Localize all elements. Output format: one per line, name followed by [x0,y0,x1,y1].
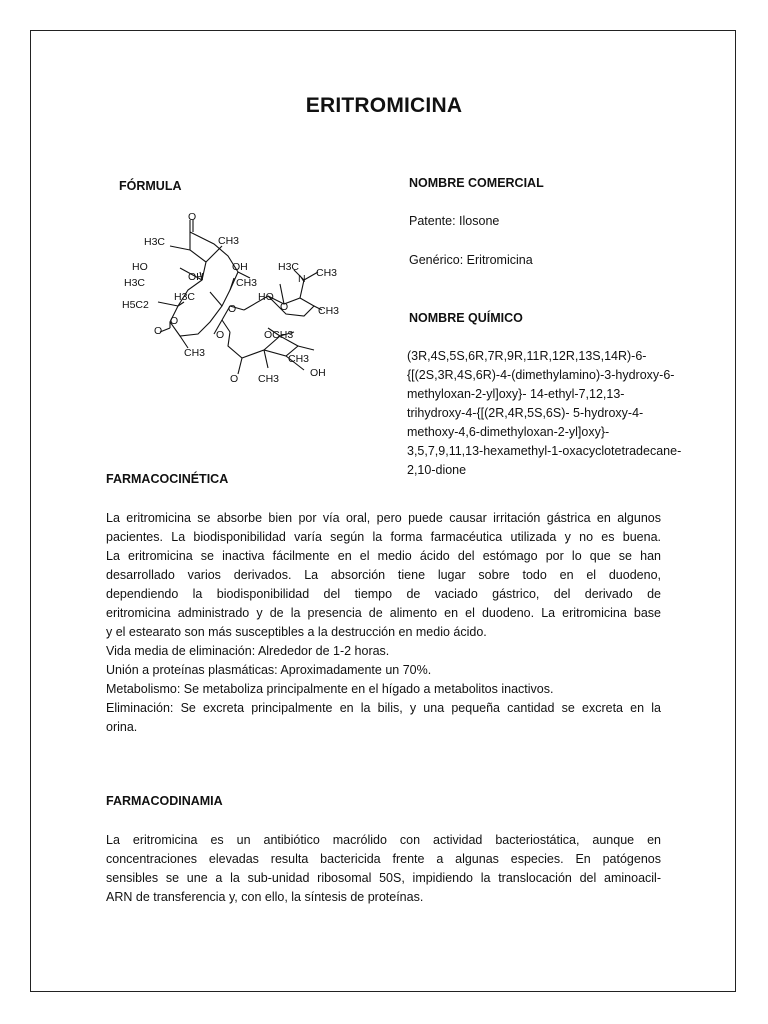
pharmacokinetics-line: eritromicina administrado y de la presencia de alimento en el duodeno. La eritromicina base [106,606,661,620]
page-title: ERITROMICINA [305,94,463,117]
formula-label-ch3-1: CH3 [218,235,240,247]
commercial-name-heading: NOMBRE COMERCIAL [409,176,544,190]
chemical-name-line: (3R,4S,5S,6R,7R,9R,11R,12R,13S,14R)-6- [407,349,647,363]
pharmacodynamics-line: La eritromicina es un antibiótico macrólido con actividad bacteriostática, aunque en [106,833,661,847]
pharmacodynamics-line: sensibles se une a la sub-unidad ribosomal 50S, impidiendo la translocación del aminoacil- [106,871,661,885]
pharmacodynamics-paragraph [106,831,661,907]
formula-label-o-link1: O [228,303,237,315]
protein-binding-line: Unión a proteínas plasmáticas: Aproximadamente un 70%. [106,663,432,677]
formula-heading: FÓRMULA [119,179,182,193]
formula-label-ch3-6: CH3 [288,353,310,365]
formula-label-ch3-5: CH3 [318,305,340,317]
chemical-name-line: trihydroxy-4-{[(2R,4R,5S,6S)- 5-hydroxy-4- [407,406,644,420]
generic-name: Genérico: Eritromicina [409,253,533,267]
pharmacokinetics-line: pacientes. La biodisponibilidad varía según la forma farmacéutica utilizada y no es buena. [106,530,661,544]
pharmacokinetics-line: La eritromicina se absorbe bien por vía oral, pero puede causar irritación gástrica en algunos [106,511,661,525]
chemical-name-line: 2,10-dione [407,463,467,477]
formula-label-oh-1: OH [188,271,204,283]
formula-label-oh-3: OH [310,367,326,379]
elimination-line: Eliminación: Se excreta principalmente en la bilis, y una pequeña cantidad se excreta en la [106,701,661,715]
formula-label-o-sugar2: O [230,373,239,385]
pharmacokinetics-line: y el estearato son más susceptibles a la destrucción en medio ácido. [106,625,487,639]
formula-label-o-top: O [188,211,197,223]
chemical-name-line: methoxy-4,6-dimethyloxan-2-yl]oxy}- [407,425,610,439]
metabolism-line: Metabolismo: Se metaboliza principalmente en el hígado a metabolitos inactivos. [106,682,554,696]
chemical-name-line: methyloxan-2-yl]oxy}- 14-ethyl-7,12,13- [407,387,625,401]
formula-label-o-link2: O [216,329,225,341]
formula-label-h3c-2: H3C [124,277,146,289]
formula-label-oh-2: OH [232,261,248,273]
pharmacodynamics-heading: FARMACODINAMIA [106,794,223,808]
formula-label-h3c-1: H3C [144,236,166,248]
chemical-name-line: {[(2S,3R,4S,6R)-4-(dimethylamino)-3-hydroxy-6- [407,368,675,382]
formula-label-ch3-4: CH3 [316,267,338,279]
formula-label-ho-2: HO [258,291,274,303]
formula-label-o-sugar1: O [280,301,289,313]
chemical-name-line: 3,5,7,9,11,13-hexamethyl-1-oxacyclotetradecane- [407,444,682,458]
pharmacokinetics-line: dependiendo la biodisponibilidad del tiempo de vaciado gástrico, del derivado de [106,587,661,601]
formula-label-och3: OCH3 [264,329,294,341]
chemical-name-text [407,347,717,480]
structural-formula-image [118,210,350,390]
formula-label-ch3-2: CH3 [236,277,258,289]
pharmacokinetics-heading: FARMACOCINÉTICA [106,472,229,486]
formula-label-h3c-3: H3C [174,291,196,303]
patent-name: Patente: Ilosone [409,214,500,228]
elimination-line-end: orina. [106,720,138,734]
pharmacodynamics-line: ARN de transferencia y, con ello, la síntesis de proteínas. [106,890,424,904]
formula-label-ch3-7: CH3 [258,373,280,385]
half-life-line: Vida media de eliminación: Alrededor de 1-2 horas. [106,644,390,658]
formula-label-ho-1: HO [132,261,148,273]
formula-label-o-ketone: O [154,325,163,337]
pharmacokinetics-line: La eritromicina se inactiva fácilmente en el medio ácido del estómago por lo que se han [106,549,661,563]
formula-label-n: N [298,273,306,285]
pharmacokinetics-paragraph [106,509,661,737]
formula-label-h3c-4: H3C [278,261,300,273]
formula-label-o-ring: O [170,315,179,327]
formula-label-ch3-3: CH3 [184,347,206,359]
pharmacodynamics-line: concentraciones elevadas resulta bactericida frente a algunas especies. En patógenos [106,852,661,866]
formula-label-h5c2: H5C2 [122,299,149,311]
pharmacokinetics-line: desarrollado varios derivados. La absorción tiene lugar sobre todo en el duodeno, [106,568,661,582]
chemical-name-heading: NOMBRE QUÍMICO [409,311,523,325]
